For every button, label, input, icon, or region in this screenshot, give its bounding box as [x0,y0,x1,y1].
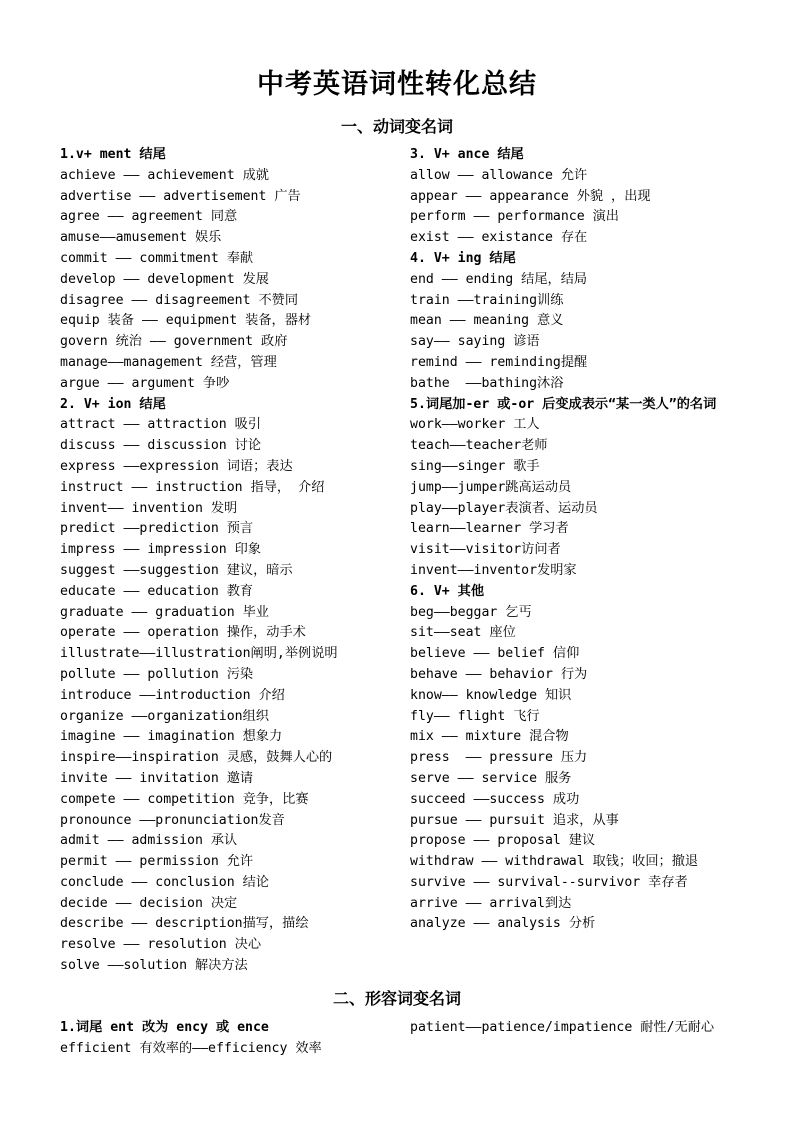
word-entry: invent—— invention 发明 [60,500,238,516]
group-heading: 2. V+ ion 结尾 [60,396,166,412]
word-entry: pursue —— pursuit 追求，从事 [410,812,619,828]
word-entry: predict ——prediction 预言 [60,521,254,537]
word-entry: beg——beggar 乞丐 [410,604,532,620]
word-entry: withdraw —— withdrawal 取钱；收回；撤退 [410,854,699,870]
word-entry: organize ——organization组织 [60,708,269,724]
group-heading: 3. V+ ance 结尾 [410,147,524,162]
word-entry: suggest ——suggestion 建议，暗示 [60,562,293,578]
word-entry: end —— ending 结尾，结局 [410,271,588,287]
word-entry: patient——patience/impatience 耐性/无耐心 [410,1020,715,1035]
word-entry: describe —— description描写，描绘 [60,916,309,932]
word-entry: inspire——inspiration 灵感，鼓舞人心的 [60,750,333,766]
column-1 [60,145,400,977]
word-entry: solve ——solution 解决方法 [60,958,248,974]
word-entry: equip 装备 —— equipment 装备，器材 [60,313,312,329]
word-entry: know—— knowledge 知识 [410,687,572,703]
group-heading: 5.词尾加-er 或-or 后变成表示“某一类人”的名词 [410,396,717,412]
word-entry: attract —— attraction 吸引 [60,417,262,433]
word-entry: perform —— performance 演出 [410,209,619,225]
group-heading: 6. V+ 其他 [410,583,485,599]
word-entry: fly—— flight 飞行 [410,708,540,724]
word-entry: manage——management 经营，管理 [60,354,277,370]
section-heading-adj-to-noun: 二、形容词变名词 [332,989,461,1008]
column-3 [60,1018,400,1060]
word-entry: impress —— impression 印象 [60,542,262,558]
column-2 [410,145,740,935]
word-entry: compete —— competition 竞争，比赛 [60,791,309,807]
word-entry: press —— pressure 压力 [410,750,588,766]
word-entry: disagree —— disagreement 不赞同 [60,292,299,308]
word-entry: propose —— proposal 建议 [410,833,596,849]
word-entry: remind —— reminding提醒 [410,354,588,370]
word-entry: pronounce ——pronunciation发音 [60,812,285,828]
word-entry: conclude —— conclusion 结论 [60,874,269,890]
word-entry: train ——training训练 [410,292,564,308]
word-entry: appear —— appearance 外貌 ，出现 [410,188,651,204]
word-entry: arrive —— arrival到达 [410,895,572,911]
word-entry: amuse——amusement 娱乐 [60,230,222,246]
word-entry: work——worker 工人 [410,417,540,433]
word-entry: teach——teacher老师 [410,438,548,454]
word-entry: achieve —— achievement 成就 [60,167,269,183]
word-entry: operate —— operation 操作，动手术 [60,625,306,641]
word-entry: agree —— agreement 同意 [60,209,238,225]
page-title: 中考英语词性转化总结 [257,69,537,100]
group-heading: 4. V+ ing 结尾 [410,250,516,266]
word-entry: develop —— development 发展 [60,271,269,287]
word-entry: advertise —— advertisement 广告 [60,188,301,204]
word-entry: exist —— existance 存在 [410,230,588,246]
column-4 [410,1018,740,1039]
word-entry: mix —— mixture 混合物 [410,729,569,745]
word-entry: succeed ——success 成功 [410,791,580,807]
word-entry: play——player表演者、运动员 [410,500,598,516]
word-entry: commit —— commitment 奉献 [60,250,254,266]
word-entry: bathe ——bathing沐浴 [410,375,564,391]
word-entry: pollute —— pollution 污染 [60,666,254,682]
word-entry: jump——jumper跳高运动员 [410,479,572,495]
word-entry: admit —— admission 承认 [60,833,238,849]
word-entry: illustrate——illustration阐明,举例说明 [60,646,338,662]
word-entry: educate —— education 教育 [60,583,254,599]
word-entry: instruct —— instruction 指导， 介绍 [60,479,325,495]
word-entry: imagine —— imagination 想象力 [60,729,283,745]
word-entry: permit —— permission 允许 [60,854,254,870]
word-entry: discuss —— discussion 讨论 [60,438,262,454]
word-entry: say—— saying 谚语 [410,334,540,350]
word-entry: govern 统治 —— government 政府 [60,334,288,350]
word-entry: invent——inventor发明家 [410,562,577,578]
word-entry: serve —— service 服务 [410,770,572,786]
word-entry: analyze —— analysis 分析 [410,916,596,932]
word-entry: learn——learner 学习者 [410,521,569,537]
group-heading: 1.词尾 ent 改为 ency 或 ence [60,1020,269,1035]
word-entry: survive —— survival--survivor 幸存者 [410,874,688,890]
group-heading: 1.v+ ment 结尾 [60,147,166,162]
word-entry: express ——expression 词语；表达 [60,458,293,474]
word-entry: argue —— argument 争吵 [60,375,230,391]
word-entry: believe —— belief 信仰 [410,646,580,662]
word-entry: visit——visitor访问者 [410,542,561,558]
word-entry: allow —— allowance 允许 [410,167,588,183]
word-entry: efficient 有效率的——efficiency 效率 [60,1040,322,1056]
word-entry: mean —— meaning 意义 [410,313,564,329]
word-entry: graduate —— graduation 毕业 [60,604,269,620]
word-entry: sing——singer 歌手 [410,458,540,474]
word-entry: behave —— behavior 行为 [410,666,588,682]
word-entry: sit——seat 座位 [410,625,516,641]
word-entry: decide —— decision 决定 [60,895,238,911]
word-entry: resolve —— resolution 决心 [60,937,262,953]
section-heading-verb-to-noun: 一、动词变名词 [340,117,453,136]
word-entry: invite —— invitation 邀请 [60,770,254,786]
word-entry: introduce ——introduction 介绍 [60,687,285,703]
